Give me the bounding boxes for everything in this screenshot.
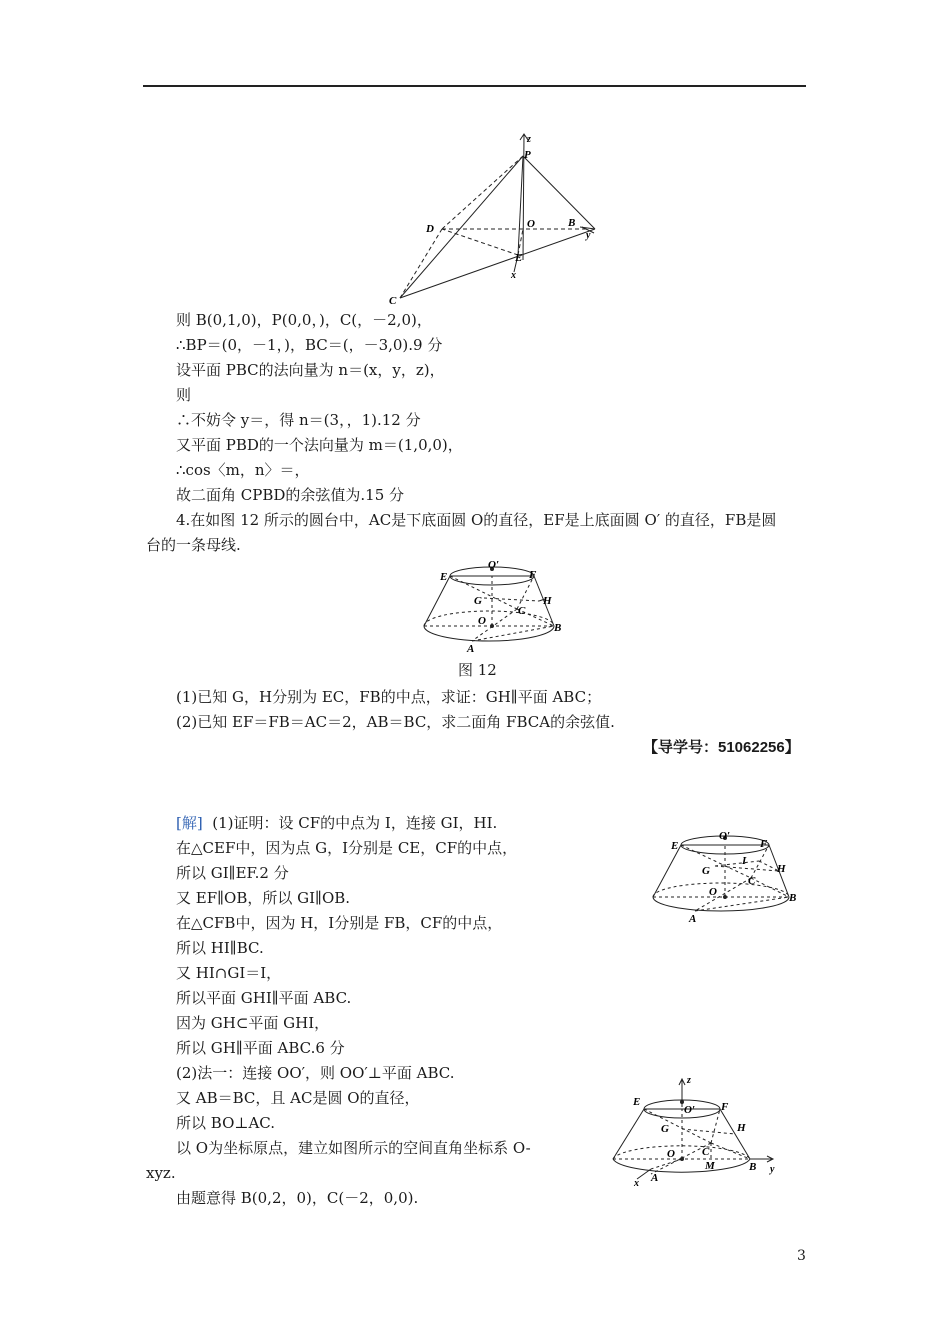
text-line: 故二面角 CPBD的余弦值为.15 分 (176, 486, 405, 504)
label-C: C (702, 1146, 710, 1158)
label-F: F (721, 1101, 729, 1113)
figure-frustum-axes (625, 1073, 790, 1188)
figure-caption: 图 12 (458, 661, 497, 679)
text-line: ∴BP＝(0，－1，)，BC＝(，－3,0).9 分 (176, 336, 443, 354)
text-line: ∴cos〈m，n〉＝， (176, 461, 310, 479)
label-A: A (651, 1172, 659, 1184)
label-E: E (515, 252, 523, 264)
figure-frustum (412, 560, 572, 655)
label-G: G (474, 595, 482, 607)
figure-frustum-midpoint (645, 825, 805, 927)
text-line: 设平面 PBC的法向量为 n＝(x，y，z)， (176, 361, 445, 379)
solution-line (176, 813, 497, 833)
label-O-prime: O′ (488, 559, 500, 571)
label-z: z (527, 134, 531, 145)
problem-text: 4.在如图 12 所示的圆台中，AC是下底面圆 O的直径，EF是上底面圆 O′ 的直径，FB是圆 (176, 511, 777, 529)
solution-line: 又 HI∩GI＝I， (176, 964, 282, 982)
solution-line: 又 EF∥OB，所以 GI∥OB. (176, 889, 351, 907)
label-O: O (527, 218, 535, 230)
label-y: y (586, 230, 591, 241)
solution-text: (1)证明：设 CF的中点为 I，连接 GI，HI. (212, 814, 498, 832)
label-F: F (760, 838, 768, 850)
text-line: 则 B(0,1,0)，P(0,0，)，C(，－2,0)， (176, 311, 432, 329)
label-A: A (689, 913, 697, 925)
solution-line: 在△CFB中，因为 H，I分别是 FB，CF的中点， (176, 914, 503, 932)
solution-line: (2)法一：连接 OO′，则 OO′⊥平面 ABC. (176, 1064, 455, 1082)
label-z: z (687, 1075, 691, 1086)
label-C: C (389, 295, 397, 307)
label-O: O (709, 886, 717, 898)
solution-line: 所以 BO⊥AC. (176, 1114, 276, 1132)
label-C: C (748, 875, 756, 887)
text-line: 又平面 PBD的一个法向量为 m＝(1,0,0)， (176, 436, 463, 454)
label-O-prime: O′ (719, 830, 731, 842)
label-B: B (789, 892, 797, 904)
label-B: B (749, 1161, 757, 1173)
figure-pyramid (380, 130, 610, 310)
label-O: O (667, 1148, 675, 1160)
label-B: B (568, 217, 576, 229)
solution-line: 所以 GI∥EF.2 分 (176, 864, 289, 882)
label-O-prime: O′ (684, 1104, 696, 1116)
label-G: G (702, 865, 710, 877)
label-F: F (529, 569, 537, 581)
label-H: H (543, 595, 552, 607)
label-O: O (478, 615, 486, 627)
solution-line: 因为 GH⊂平面 GHI， (176, 1014, 330, 1032)
question-1: (1)已知 G，H分别为 EC，FB的中点，求证：GH∥平面 ABC； (176, 688, 602, 706)
label-H: H (777, 863, 786, 875)
problem-text: 台的一条母线. (146, 536, 241, 554)
page-number: 3 (797, 1248, 806, 1264)
label-G: G (661, 1123, 669, 1135)
solution-line: 在△CEF中，因为点 G，I分别是 CE，CF的中点， (176, 839, 518, 857)
header-rule (143, 85, 806, 87)
label-H: H (737, 1122, 746, 1134)
solution-line: 由题意得 B(0,2，0)，C(－2，0,0). (176, 1189, 419, 1207)
solution-line: 又 AB＝BC，且 AC是圆 O的直径， (176, 1089, 420, 1107)
solution-line: 以 O为坐标原点，建立如图所示的空间直角坐标系 O- (176, 1139, 531, 1157)
reference-number: 【导学号：51062256】 (643, 739, 800, 756)
solution-line: 所以平面 GHI∥平面 ABC. (176, 989, 352, 1007)
label-A: A (467, 643, 475, 655)
text-line: ∴不妨令 y＝，得 n＝(3，，1).12 分 (176, 411, 421, 429)
label-D: D (426, 223, 434, 235)
label-E: E (633, 1096, 641, 1108)
label-C: C (518, 605, 526, 617)
solution-line: 所以 GH∥平面 ABC.6 分 (176, 1039, 345, 1057)
label-P: P (524, 149, 531, 161)
label-x: x (634, 1178, 639, 1189)
label-E: E (440, 571, 448, 583)
solution-line: xyz. (146, 1164, 176, 1182)
text-line: 则 (176, 386, 192, 404)
label-E: E (671, 840, 679, 852)
label-B: B (554, 622, 562, 634)
label-I: I (742, 855, 747, 867)
solution-line: 所以 HI∥BC. (176, 939, 264, 957)
solution-marker: [解] (176, 814, 203, 832)
label-y: y (770, 1164, 775, 1175)
label-M: M (705, 1160, 715, 1172)
label-x: x (511, 270, 516, 281)
question-2: (2)已知 EF＝FB＝AC＝2，AB＝BC，求二面角 FBCA的余弦值. (176, 713, 615, 731)
